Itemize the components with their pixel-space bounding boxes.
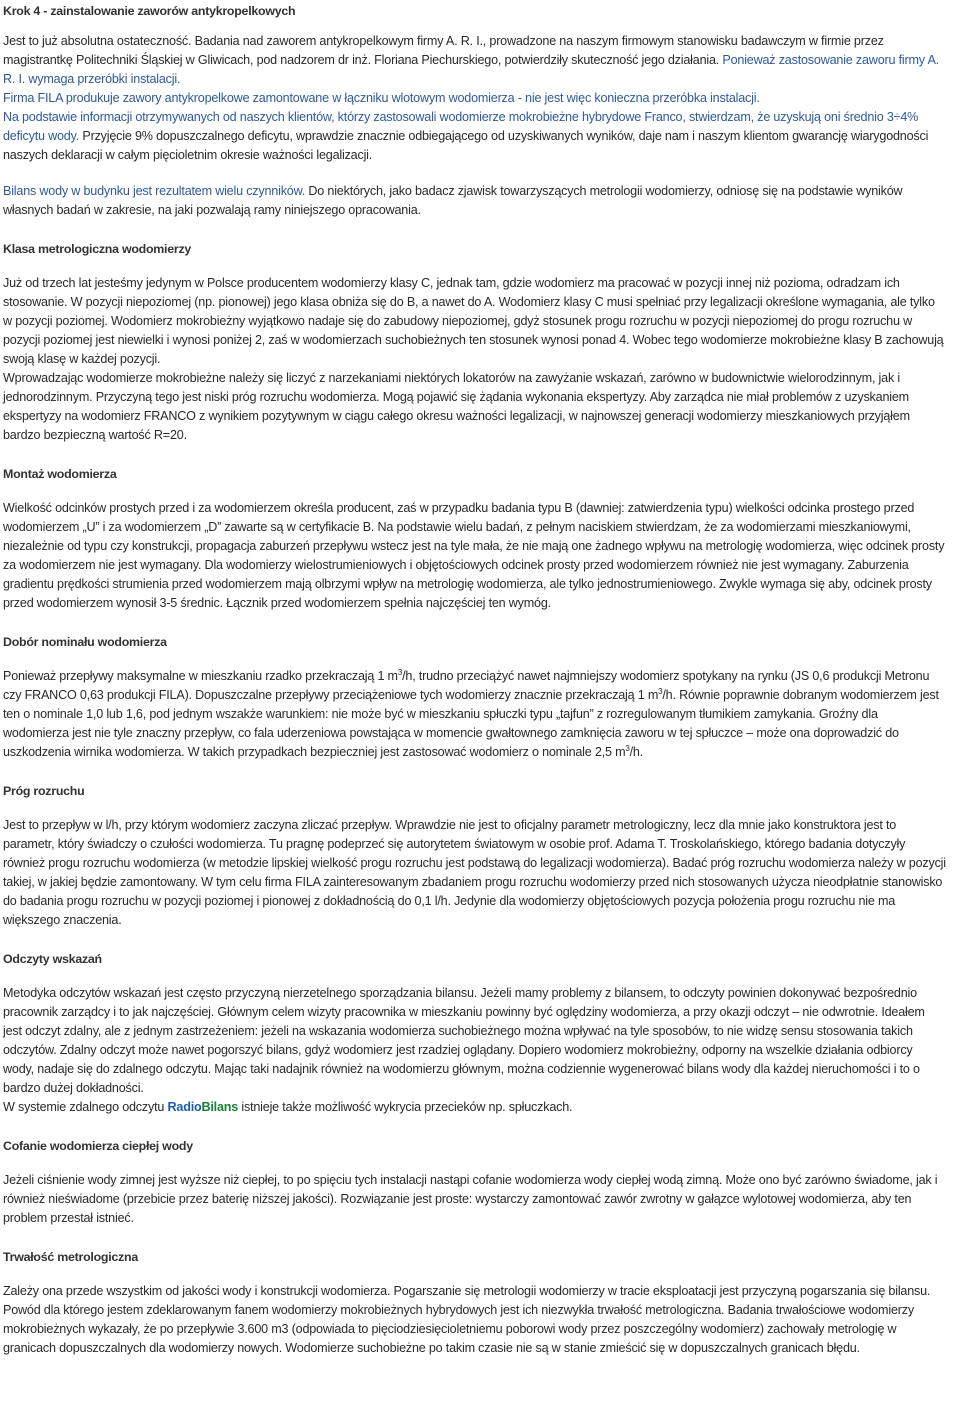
step4-p1b: Ponieważ zastosowanie zaworu firmy A. R. I. wymaga przeróbki instalacji. <box>3 53 939 86</box>
radio-text: Radio <box>167 1100 202 1114</box>
cofanie-paragraph: Jeżeli ciśnienie wody zimnej jest wyższe niż ciepłej, to po spięciu tych instalacji nastąpi cofanie wodomierza wody ciepłej wodą zimną. Może ono być zarówno świadome, jak i również nieświadome (przebicie przez baterię niższej jakości). Rozwiązanie jest proste: wystarczy zamontować zawór zwrotny w gałązce wylotowej wodomierza, aby ten problem przestał istnieć. <box>3 1173 938 1225</box>
prog-paragraph: Jest to przepływ w l/h, przy którym wodomierz zaczyna zliczać przepływ. Wprawdzie nie jest to oficjalny parametr metrologiczny, lecz dla mnie jako konstruktora jest to parametr, który świadczy o czułości wodomierza. Tu pragnę podeprzeć się autorytetem światowym w osobie prof. Adama T. Troskolańskiego, którego badania dotyczyły również progu rozruchu wodomierza (w metodzie lipskiej wielkość progu rozruchu jest podstawą do legalizacji wodomierza). Badać próg rozruchu wodomierza należy w pozycji takiej, w jakiej będzie zamontowany. W tym celu firma FILA zainteresowanym zbadaniem progu rozruchu wodomierzy przed nich stosowanych użycza nieodpłatnie stanowisko do badania progu rozruchu w pozycji poziomej i pionowej z dokładnością do 0,1 l/h. Jedynie dla wodomierzy objętościowych pozycja położenia progu rozruchu nie ma większego znaczenia. <box>3 818 946 927</box>
step4-p3a: Na podstawie informacji otrzymywanych od naszych klientów, którzy zastosowali wodomierze mokrobieżne hybrydowe Franco, stwierdzam, że uzyskują oni średnio 3÷4% deficytu wody. <box>3 110 919 143</box>
dobor-p1d: /h. <box>629 745 644 759</box>
cofanie-heading: Cofanie wodomierza ciepłej wody <box>3 1139 193 1153</box>
dobor-p1c: /h. Równie poprawnie dobranym wodomierzem jest ten o nominale 1,0 lub 1,6, pod jednym wszakże warunkiem: nie może być w mieszkaniu spłuczki typu „tajfun” z rozregulowanym tłumikiem zamykania. Groźny dla wodomierza jest nie tyle znaczny przepływ, co fala uderzeniowa powstająca w momencie gwałtownego zamknięcia zaworu w tej spłuczce – może ona doprowadzić do uszkodzenia wirnika wodomierza. W takich przypadkach bezpieczniej jest zastosować wodomierz o nominale 2,5 m <box>3 688 939 759</box>
step4-paragraph-3 <box>3 108 946 165</box>
superscript-3: 3 <box>658 687 663 696</box>
superscript-3: 3 <box>397 668 403 677</box>
dobor-paragraph <box>3 667 946 762</box>
odczyty-p2a: W systemie zdalnego odczytu <box>3 1100 168 1114</box>
step4-p1a: Jest to już absolutna ostateczność. Badania nad zaworem antykropelkowym firmy A. R. I., prowadzone na naszym firmowym stanowisku badawczym w firmie przez magistrantkę Politechniki Śląskiej w Gliwicach, pod nadzorem dr inż. Floriana Piechurskiego, potwierdziły skuteczność jego działania. <box>3 34 884 67</box>
odczyty-heading: Odczyty wskazań <box>3 952 102 966</box>
dobor-p1a: Ponieważ przepływy maksymalne w mieszkaniu rzadko przekraczają 1 m <box>3 669 398 683</box>
klasa-heading: Klasa metrologiczna wodomierzy <box>3 242 192 256</box>
dobor-heading: Dobór nominału wodomierza <box>3 635 167 649</box>
dobor-p1b: /h, trudno przeciążyć nawet najmniejszy wodomierz spotykany na rynku (JS 0,6 produkcji Metronu czy FRANCO 0,63 produkcji FILA). Dopuszczalne przepływy przeciążeniowe tych wodomierzy znacznie przekraczają 1 m <box>3 669 930 702</box>
klasa-paragraph-2: Wprowadzając wodomierze mokrobieżne należy się liczyć z narzekaniami niektórych lokatorów na zawyżanie wskazań, zarówno w budownictwie wielorodzinnym, jak i jednorodzinnym. Przyczyną tego jest niski próg rozruchu wodomierza. Mogą pojawić się żądania wykonania ekspertyzy. Aby zarządca nie miał problemów z uzyskaniem ekspertyzy na wodomierz FRANCO z wynikiem pozytywnym w ciągu całego okresu ważności legalizacji, w najnowszej generacji wodomierzy mieszkaniowych przyjąłem bardzo bezpieczną wartość R=20. <box>3 371 910 442</box>
intro-p2: Do niektórych, jako badacz zjawisk towarzyszących metrologii wodomierzy, odniosę się na podstawie wyników własnych badań w zakresie, na jaki pozwalają ramy niniejszego opracowania. <box>3 184 903 217</box>
step4-heading: Krok 4 - zainstalowanie zaworów antykropelkowych <box>3 4 296 18</box>
intro-paragraph <box>3 182 946 220</box>
intro-p1: Bilans wody w budynku jest rezultatem wielu czynników. <box>3 184 306 198</box>
bilans-text: Bilans <box>201 1100 239 1114</box>
radiobilans-link[interactable] <box>168 1100 239 1114</box>
odczyty-p2b: istnieje także możliwość wykrycia przecieków np. spłuczkach. <box>238 1100 573 1114</box>
superscript-3: 3 <box>625 744 630 753</box>
montaz-paragraph: Wielkość odcinków prostych przed i za wodomierzem określa producent, zaś w przypadku badania typu B (dawniej: zatwierdzenia typu) wielkości odcinka prostego przed wodomierzem „U” i za wodomierzem „D” zawarte są w certyfikacie B. Na podstawie wielu badań, z pełnym naciskiem stwierdzam, że za wodomierzami mieszkaniowymi, niezależnie od typu czy konstrukcji, propagacja zaburzeń przepływu wstecz jest na tyle mała, że nie mają one żadnego wpływu na metrologię wodomierza, więc odcinek prosty za wodomierzem nie jest wymagany. Dla wodomierzy wielostrumieniowych i objętościowych odcinek prosty przed wodomierzem również nie jest wymagany. Zaburzenia gradientu prędkości strumienia przed wodomierzem mają olbrzymi wpływ na metrologię wodomierza, ale tylko jednostrumieniowego. Zwykle wymaga się aby, odcinek prosty przed wodomierzem wynosił 3-5 średnic. Łącznik przed wodomierzem spełnia najczęściej ten wymóg. <box>3 501 945 610</box>
trwalosc-heading: Trwałość metrologiczna <box>3 1250 138 1264</box>
montaz-heading: Montaż wodomierza <box>3 467 117 481</box>
odczyty-paragraph-2 <box>3 1098 946 1117</box>
trwalosc-paragraph: Zależy ona przede wszystkim od jakości wody i konstrukcji wodomierza. Pogarszanie się metrologii wodomierzy w tracie eksploatacji jest przyczyną pogarszania się bilansu. Powód dla którego jestem zdeklarowanym fanem wodomierzy mokrobieżnych hybrydowych jest ich niezwykła trwałość metrologiczna. Badania trwałościowe wodomierzy mokrobieżnych wykazały, że po przepływie 3.600 m3 (odpowiada to pięciodziesięcioletniemu poborowi wody przez poszczególny wodomierz) zachowały metrologię w granicach dopuszczalnych dla wodomierzy nowych. Wodomierze suchobieżne po takim czasie nie są w stanie zmieścić się w dopuszczalnych granicach błędu. <box>3 1284 931 1355</box>
step4-p3b: Przyjęcie 9% dopuszczalnego deficytu, wprawdzie znacznie odbiegającego od uzyskiwanych wyników, daje nam i naszym klientom gwarancję wiarygodności naszych deklaracji w całym pięcioletnim okresie ważności legalizacji. <box>3 129 929 162</box>
klasa-paragraph-1: Już od trzech lat jesteśmy jedynym w Polsce producentem wodomierzy klasy C, jednak tam, gdzie wodomierz ma pracować w pozycji innej niż pozioma, odradzam ich stosowanie. W pozycji niepoziomej (np. pionowej) jego klasa obniża się do B, a nawet do A. Wodomierz klasy C musi spełniać przy legalizacji określone wymagania, ale tylko w pozycji poziomej. Wodomierz mokrobieżny wyjątkowo nadaje się do zabudowy niepoziomej, gdyż stosunek progu rozruchu w pozycji niepoziomej do progu rozruchu w pozycji poziomej jest niewielki i wynosi poniżej 2, zaś w wodomierzach suchobieżnych ten stosunek wynosi ponad 4. Wobec tego wodomierze mokrobieżne klasy B zachowują swoją klasę w każdej pozycji. <box>3 276 944 366</box>
step4-paragraph-1 <box>3 32 946 89</box>
odczyty-paragraph-1: Metodyka odczytów wskazań jest często przyczyną nierzetelnego sporządzania bilansu. Jeżeli mamy problemy z bilansem, to odczyty powinien dokonywać bezpośrednio pracownik zarządcy i to jak najczęściej. Głównym celem wizyty pracownika w mieszkaniu powinny być oględziny wodomierza, a przy okazji odczyt – nie odwrotnie. Ideałem jest odczyt zdalny, ale z jednym zastrzeżeniem: jeżeli na wskazania wodomierza suchobieżnego można wpływać na tyle sposobów, to nie widzę sensu stosowania takich odczytów. Zdalny odczyt może nawet pogorszyć bilans, gdyż wodomierz jest rzadziej oglądany. Dopiero wodomierz mokrobieżny, odporny na wszelkie działania odbiorcy wody, nadaje się do zdalnego odczytu. Mając taki nadajnik również na wodomierzu głównym, można codziennie wygenerować bilans wody dla każdej nieruchomości i to o bardzo dużej dokładności. <box>3 986 925 1095</box>
step4-paragraph-2: Firma FILA produkuje zawory antykropelkowe zamontowane w łączniku wlotowym wodomierza - nie jest więc konieczna przeróbka instalacji. <box>3 91 760 105</box>
prog-heading: Próg rozruchu <box>3 784 85 798</box>
